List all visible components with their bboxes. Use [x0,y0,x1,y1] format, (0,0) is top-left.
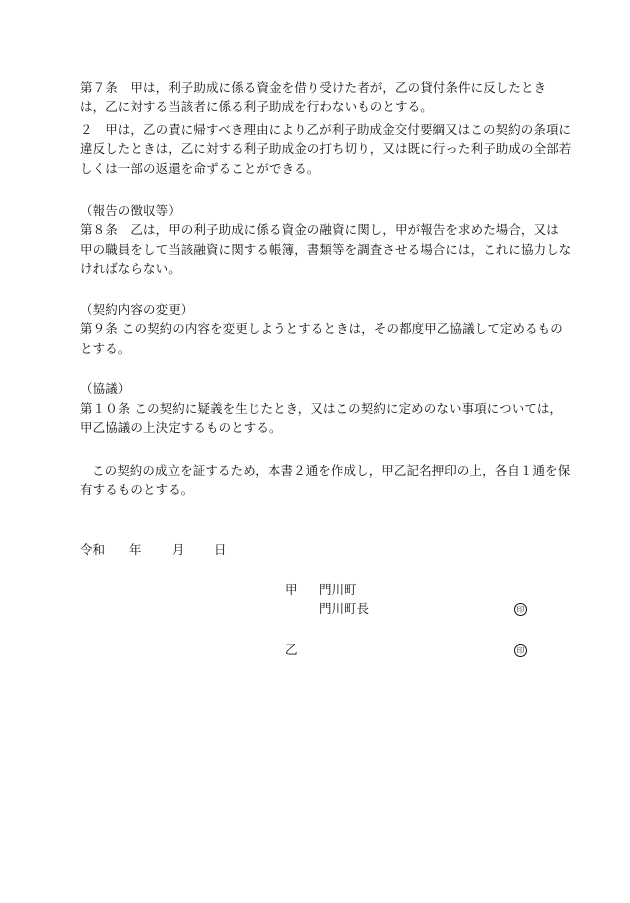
date-day: 日 [214,542,227,557]
article-10-line-2: 甲乙協議の上決定するものとする。 [80,420,282,435]
party-b-label: 乙 [285,642,298,657]
article-9-line-1: 第９条 この契約の内容を変更しようとするときは，その都度甲乙協議して定めるもの [80,321,563,336]
article-9-line-2: とする。 [80,341,131,356]
article-9-heading: （契約内容の変更） [80,302,194,317]
party-b-seal: 印 [514,644,527,657]
closing-line-2: 有するものとする。 [80,482,194,497]
party-a-label: 甲 [285,582,298,597]
article-7-line-2: は，乙に対する当該者に係る利子助成を行わないものとする。 [80,99,433,114]
article-8-line-2: 甲の職員をして当該融資に関する帳簿，書類等を調査させる場合には，これに協力しな [80,242,572,257]
closing-line-1: この契約の成立を証するため，本書２通を作成し，甲乙記名押印の上，各自１通を保 [92,463,571,478]
article-7-para-2-line-1: ２ 甲は，乙の責に帰すべき理由により乙が利子助成金交付要綱又はこの契約の条項に [80,122,572,137]
party-a-title: 門川町長 [319,601,370,616]
article-10-line-1: 第１０条 この契約に疑義を生じたとき，又はこの契約に定めのない事項については， [80,401,563,416]
party-a-seal: 印 [514,603,527,616]
party-a-name: 門川町 [319,582,357,597]
article-7-line-1: 第７条 甲は，利子助成に係る資金を借り受けた者が，乙の貸付条件に反したとき [80,80,547,95]
article-8-line-1: 第８条 乙は，甲の利子助成に係る資金の融資に関し，甲が報告を求めた場合，又は [80,222,559,237]
date-era: 令和 [80,542,106,557]
article-8-line-3: ければならない。 [80,261,181,276]
date-month: 月 [172,542,185,557]
article-7-para-2-line-2: 違反したときは，乙に対する利子助成金の打ち切り，又は既に行った利子助成の全部若 [80,141,572,156]
article-8-heading: （報告の徴収等） [80,203,181,218]
article-7-para-2-line-3: しくは一部の返還を命ずることができる。 [80,161,320,176]
article-10-heading: （協議） [80,381,131,396]
date-year: 年 [129,542,142,557]
